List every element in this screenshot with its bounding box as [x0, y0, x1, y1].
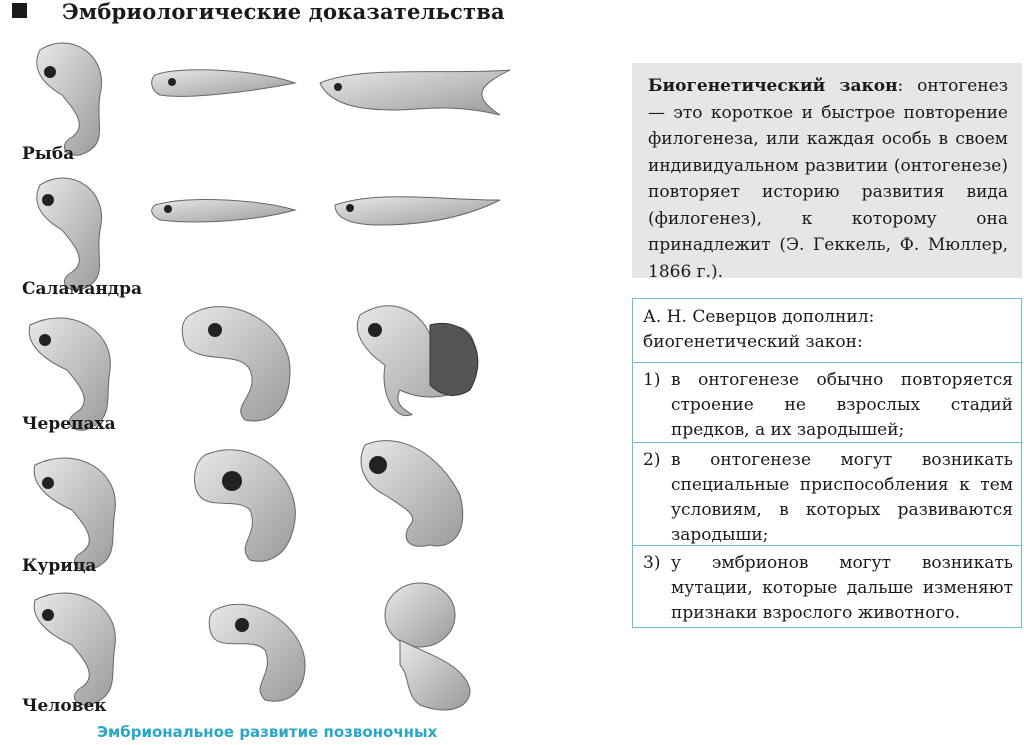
turtle-embryo-stage2: [182, 307, 290, 421]
row-label-chicken: Курица: [22, 556, 97, 576]
salamander-embryo-stage2: [152, 200, 295, 222]
row-label-turtle: Черепаха: [22, 414, 116, 434]
row-label-human: Человек: [22, 696, 107, 716]
biogenetic-law-box: [632, 63, 1022, 282]
salamander-embryo-stage3: [335, 197, 500, 225]
severtsov-item-text: в онтогенезе могут возникать специальные приспособления к тем условиям, в которых развиваются зародыши;: [671, 450, 1013, 545]
biogenetic-law-body: : онтогенез — это короткое и быстрое повторение филогенеза, или каждая особь в своем индивидуальном развитии (онтогенезе) повторяет историю развития вида (филогенез), к которому она принадлежит (Э. Геккель, Ф. Мюллер, 1866 г.).: [648, 76, 1008, 282]
severtsov-item-number: 1): [643, 370, 661, 390]
severtsov-intro: [633, 299, 1021, 363]
chicken-embryo-stage3: [361, 441, 463, 547]
severtsov-item-1: [633, 362, 1021, 443]
chicken-embryo-stage2: [195, 450, 296, 561]
salamander-embryo-stage1: [37, 178, 102, 290]
biogenetic-law-text: [648, 73, 1008, 285]
severtsov-item-3: [633, 545, 1021, 627]
severtsov-item-2: [633, 442, 1021, 546]
severtsov-box: [632, 298, 1022, 628]
severtsov-item-text: у эмбрионов могут возникать мутации, которые дальше изменяют признаки взрослого животного.: [671, 553, 1013, 623]
turtle-embryo-stage3: [357, 306, 478, 416]
human-embryo-stage3: [385, 583, 470, 710]
chicken-embryo-stage1: [34, 458, 115, 570]
fish-embryo-stage3: [320, 70, 510, 115]
human-embryo-stage2: [209, 604, 305, 701]
severtsov-item-number: 2): [643, 450, 661, 470]
fish-embryo-stage1: [37, 43, 102, 155]
page-title: Эмбриологические доказательства: [62, 0, 505, 24]
severtsov-item-number: 3): [643, 553, 661, 573]
figure-caption: Эмбриональное развитие позвоночных: [97, 723, 438, 741]
row-label-fish: Рыба: [22, 144, 75, 164]
severtsov-intro-text: А. Н. Северцов дополнил: биогенетический закон:: [643, 307, 875, 352]
title-marker: [12, 3, 27, 18]
human-embryo-stage1: [34, 593, 115, 705]
fish-embryo-stage2: [152, 70, 295, 97]
severtsov-item-text: в онтогенезе обычно повторяется строение не взрослых стадий предков, а их зародышей;: [671, 370, 1013, 440]
row-label-salamander: Саламандра: [22, 279, 143, 299]
embryo-figures: [0, 25, 600, 745]
biogenetic-law-term: Биогенетический закон: [648, 76, 898, 96]
